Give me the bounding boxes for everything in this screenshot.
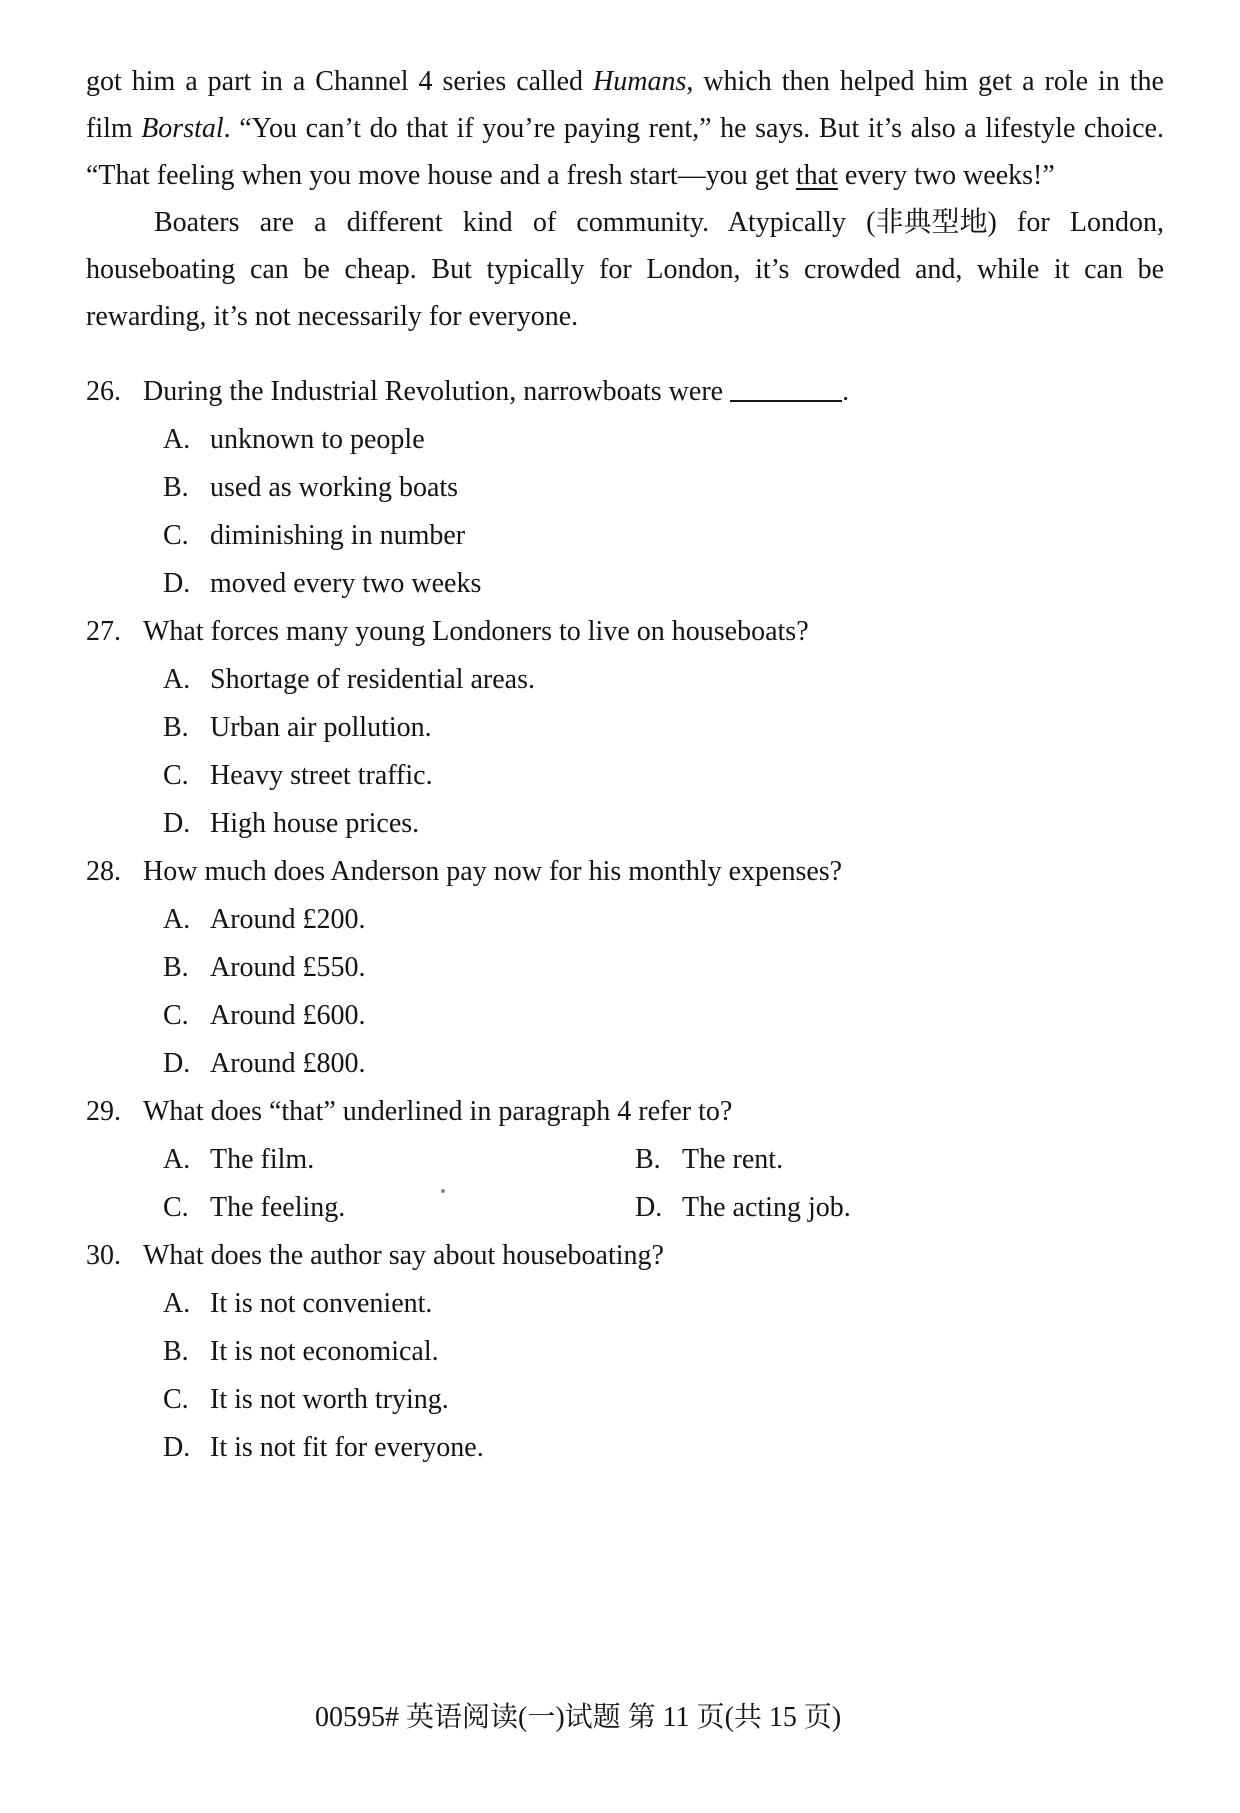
option-text: Around £600.	[210, 1000, 366, 1031]
option-label: A.	[163, 1288, 191, 1319]
option-text: Heavy street traffic.	[210, 760, 433, 791]
option-label: C.	[163, 1384, 189, 1415]
question-number: 26.	[86, 376, 121, 407]
text-run: What forces many young Londoners to live on houseboats?	[143, 616, 809, 647]
option-label: B.	[163, 712, 189, 743]
option-29-C	[163, 1184, 635, 1232]
option-text: The rent.	[682, 1144, 784, 1175]
option-label: C.	[163, 1000, 189, 1031]
option-text: moved every two weeks	[210, 568, 482, 599]
passage-line-text	[86, 301, 578, 332]
passage-line	[86, 199, 1164, 246]
option-28-A	[163, 896, 1164, 944]
option-text: Urban air pollution.	[210, 712, 432, 743]
question-stem-row	[86, 1088, 1164, 1136]
text-run: How much does Anderson pay now for his monthly expenses?	[143, 856, 843, 887]
question-stem-row	[86, 368, 1164, 416]
option-28-B	[163, 944, 1164, 992]
question-26	[86, 368, 1164, 608]
option-27-A	[163, 656, 1164, 704]
text-run: What does the author say about houseboating?	[143, 1240, 664, 1271]
option-30-C	[163, 1376, 1164, 1424]
passage-line	[86, 58, 1164, 105]
question-stem	[143, 856, 842, 887]
option-label: C.	[163, 1192, 189, 1223]
options-list	[86, 656, 1164, 848]
underlined-word: that	[795, 160, 838, 191]
text-run: . “You can’t do that if you’re paying rent,” he says. But it’s also a lifestyle choice.	[223, 113, 1164, 144]
option-text: The feeling.	[210, 1192, 346, 1223]
option-text: Around £550.	[210, 952, 366, 983]
option-label: A.	[163, 1144, 191, 1175]
option-30-A	[163, 1280, 1164, 1328]
option-text: It is not convenient.	[210, 1288, 433, 1319]
option-text: Around £800.	[210, 1048, 366, 1079]
passage-line	[86, 246, 1164, 293]
question-number: 28.	[86, 856, 121, 887]
option-text: High house prices.	[210, 808, 420, 839]
option-27-B	[163, 704, 1164, 752]
question-number: 29.	[86, 1096, 121, 1127]
option-text: It is not worth trying.	[210, 1384, 449, 1415]
scan-artifact-dot	[441, 1189, 445, 1193]
questions-section	[86, 368, 1164, 1472]
question-29	[86, 1088, 1164, 1232]
option-text: diminishing in number	[210, 520, 466, 551]
option-label: A.	[163, 424, 191, 455]
option-text: Around £200.	[210, 904, 366, 935]
option-27-D	[163, 800, 1164, 848]
text-run: “That feeling when you move house and a fresh start—you get	[86, 160, 796, 191]
passage-line	[86, 152, 1164, 199]
option-label: C.	[163, 520, 189, 551]
option-30-D	[163, 1424, 1164, 1472]
question-number: 30.	[86, 1240, 121, 1271]
option-label: A.	[163, 664, 191, 695]
option-26-A	[163, 416, 1164, 464]
option-29-B	[635, 1136, 1164, 1184]
answer-blank	[730, 396, 842, 402]
option-text: It is not economical.	[210, 1336, 439, 1367]
option-27-C	[163, 752, 1164, 800]
text-run: What does “that” underlined in paragraph 4 refer to?	[143, 1096, 733, 1127]
option-label: D.	[635, 1192, 663, 1223]
text-run: every two weeks!”	[837, 160, 1055, 191]
option-26-B	[163, 464, 1164, 512]
option-26-C	[163, 512, 1164, 560]
text-run: rewarding, it’s not necessarily for everyone.	[86, 301, 579, 332]
passage-line	[86, 293, 1164, 340]
question-stem-row	[86, 1232, 1164, 1280]
option-label: B.	[163, 472, 189, 503]
option-28-C	[163, 992, 1164, 1040]
option-text: It is not fit for everyone.	[210, 1432, 484, 1463]
passage-line-text	[86, 160, 1055, 191]
option-label: B.	[635, 1144, 661, 1175]
passage-line	[86, 105, 1164, 152]
question-stem	[143, 376, 849, 407]
italic-title: Borstal	[141, 113, 224, 144]
option-text: Shortage of residential areas.	[210, 664, 535, 695]
option-text: used as working boats	[210, 472, 459, 503]
options-list	[86, 896, 1164, 1088]
option-label: A.	[163, 904, 191, 935]
option-29-A	[163, 1136, 635, 1184]
text-run: .	[842, 376, 850, 407]
question-number: 27.	[86, 616, 121, 647]
question-stem-row	[86, 848, 1164, 896]
question-28	[86, 848, 1164, 1088]
reading-passage	[86, 58, 1164, 340]
option-text: The film.	[210, 1144, 315, 1175]
option-label: D.	[163, 568, 191, 599]
option-label: D.	[163, 1048, 191, 1079]
option-label: C.	[163, 760, 189, 791]
question-30	[86, 1232, 1164, 1472]
passage-line-text	[86, 113, 1164, 144]
passage-line-text	[86, 254, 1164, 285]
text-run: During the Industrial Revolution, narrowboats were	[143, 376, 731, 407]
question-stem	[143, 616, 809, 647]
question-27	[86, 608, 1164, 848]
options-list	[86, 1280, 1164, 1472]
text-run: Boaters are a different kind of community. Atypically (非典型地) for London,	[154, 207, 1164, 238]
options-list	[86, 416, 1164, 608]
text-run: houseboating can be cheap. But typically for London, it’s crowded and, while it can be	[86, 254, 1164, 285]
passage-line-text	[86, 66, 1164, 97]
text-run: got him a part in a Channel 4 series called	[86, 66, 594, 97]
passage-line-text	[154, 207, 1164, 238]
question-stem-row	[86, 608, 1164, 656]
option-28-D	[163, 1040, 1164, 1088]
option-30-B	[163, 1328, 1164, 1376]
text-run: , which then helped him get a role in the	[686, 66, 1164, 97]
italic-title: Humans	[593, 66, 687, 97]
page-footer: 00595# 英语阅读(一)试题 第 11 页(共 15 页)	[315, 1702, 842, 1733]
option-29-D	[635, 1184, 1164, 1232]
option-label: D.	[163, 808, 191, 839]
option-26-D	[163, 560, 1164, 608]
text-run: film	[86, 113, 142, 144]
option-text: The acting job.	[682, 1192, 851, 1223]
question-stem	[143, 1096, 732, 1127]
question-stem	[143, 1240, 664, 1271]
option-label: B.	[163, 952, 189, 983]
option-text: unknown to people	[210, 424, 425, 455]
options-list	[86, 1136, 1164, 1232]
option-label: B.	[163, 1336, 189, 1367]
option-label: D.	[163, 1432, 191, 1463]
